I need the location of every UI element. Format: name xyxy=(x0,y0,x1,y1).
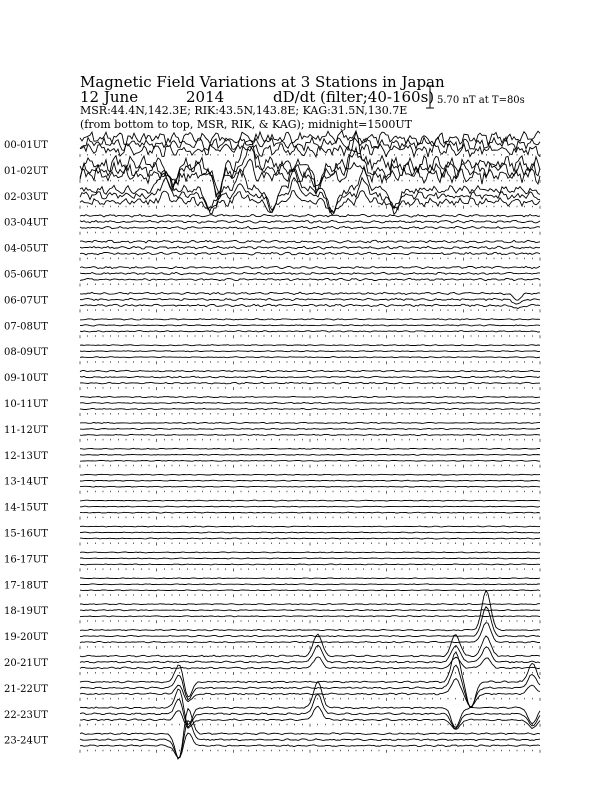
station-trace-rik xyxy=(80,298,540,304)
hour-row xyxy=(4,370,540,390)
station-coordinates: MSR:44.4N,142.3E; RIK:43.5N,143.8E; KAG:31.5N,130.7E xyxy=(80,104,408,117)
hour-row-label: 07-08UT xyxy=(4,321,48,333)
station-trace-rik xyxy=(80,351,540,352)
hour-row xyxy=(4,214,540,234)
hour-row xyxy=(4,526,540,546)
hour-row-label: 15-16UT xyxy=(4,528,48,540)
station-trace-kag xyxy=(80,319,540,320)
minute-ticks xyxy=(80,439,540,442)
station-trace-msr xyxy=(80,486,540,487)
station-trace-rik xyxy=(80,325,540,326)
scale-label: 5.70 nT at T=80s xyxy=(437,95,525,106)
station-trace-rik xyxy=(80,584,540,585)
minute-ticks xyxy=(80,206,540,209)
hour-row-label: 05-06UT xyxy=(4,269,48,281)
station-trace-msr xyxy=(80,538,540,539)
hour-row xyxy=(4,319,540,339)
minute-ticks xyxy=(80,232,540,235)
station-trace-kag xyxy=(80,396,540,397)
hour-row xyxy=(4,266,540,286)
filter-label: (filter;40-160s) xyxy=(320,88,435,106)
minute-ticks xyxy=(80,413,540,416)
hour-row xyxy=(4,131,540,157)
hour-row-label: 08-09UT xyxy=(4,347,48,359)
minute-ticks xyxy=(80,543,540,546)
station-trace-msr xyxy=(80,733,540,758)
station-trace-rik xyxy=(80,558,540,559)
station-trace-rik xyxy=(80,246,540,249)
station-trace-rik xyxy=(80,402,540,403)
hour-row-label: 12-13UT xyxy=(4,450,48,462)
scale-bar xyxy=(426,86,434,108)
station-trace-rik xyxy=(80,480,540,481)
station-trace-msr xyxy=(80,278,540,280)
hour-row xyxy=(4,500,540,519)
station-trace-msr xyxy=(80,512,540,513)
hour-row-label: 21-22UT xyxy=(4,683,48,695)
hour-row xyxy=(4,345,540,365)
station-trace-rik xyxy=(80,454,540,455)
hour-row xyxy=(4,422,540,442)
hour-row-label: 18-19UT xyxy=(4,606,48,618)
station-order-note: (from bottom to top, MSR, RIK, & KAG); midnight=1500UT xyxy=(80,118,412,131)
minute-ticks xyxy=(80,335,540,338)
station-trace-kag xyxy=(80,422,540,423)
station-trace-kag xyxy=(80,240,540,243)
minute-ticks xyxy=(80,620,540,623)
station-trace-kag xyxy=(80,214,540,217)
hour-row-label: 01-02UT xyxy=(4,165,48,177)
station-trace-kag xyxy=(80,370,540,372)
hour-row-label: 10-11UT xyxy=(4,399,48,410)
minute-ticks xyxy=(80,180,540,183)
hour-row-label: 04-05UT xyxy=(4,243,48,255)
hour-row xyxy=(4,240,540,260)
minute-ticks xyxy=(80,258,540,261)
station-trace-rik xyxy=(80,532,540,533)
quantity-label: dD/dt xyxy=(273,88,316,106)
station-trace-msr xyxy=(80,460,540,461)
minute-ticks xyxy=(80,568,540,571)
hour-row xyxy=(4,634,540,675)
station-trace-kag xyxy=(80,448,540,449)
minute-ticks xyxy=(80,361,540,364)
station-trace-msr xyxy=(80,408,540,409)
station-trace-rik xyxy=(80,220,540,223)
minute-ticks xyxy=(80,309,540,312)
minute-ticks xyxy=(80,387,540,390)
station-trace-msr xyxy=(80,434,540,435)
station-trace-msr xyxy=(80,331,540,332)
hour-row-label: 11-12UT xyxy=(4,424,48,436)
station-trace-msr xyxy=(80,226,540,229)
station-trace-kag xyxy=(80,345,540,346)
minute-ticks xyxy=(80,750,540,753)
station-trace-msr xyxy=(80,590,540,591)
hour-row-label: 16-17UT xyxy=(4,554,48,566)
date-year: 2014 xyxy=(186,88,225,106)
minute-ticks xyxy=(80,594,540,597)
hour-row-label: 17-18UT xyxy=(4,580,48,592)
date-day: 12 June xyxy=(80,88,139,106)
hour-row xyxy=(4,709,540,759)
minute-ticks xyxy=(80,284,540,287)
chart-title: Magnetic Field Variations at 3 Stations in Japan xyxy=(80,73,445,91)
station-trace-kag xyxy=(80,266,540,268)
station-trace-rik xyxy=(80,506,540,507)
station-trace-kag xyxy=(80,634,540,657)
station-trace-rik xyxy=(80,428,540,429)
hour-row xyxy=(4,591,540,650)
station-trace-kag xyxy=(80,604,540,605)
hour-row xyxy=(4,578,540,597)
station-trace-kag xyxy=(80,578,540,579)
minute-ticks xyxy=(80,491,540,494)
minute-ticks xyxy=(80,465,540,468)
hour-row-label: 13-14UT xyxy=(4,476,48,488)
hour-row xyxy=(4,166,540,214)
minute-ticks xyxy=(80,154,540,157)
station-trace-msr xyxy=(80,564,540,565)
hour-row xyxy=(4,604,540,624)
minute-ticks xyxy=(80,724,540,727)
hour-row-label: 06-07UT xyxy=(4,295,48,307)
station-trace-msr xyxy=(80,304,540,308)
hour-row xyxy=(4,474,540,494)
station-trace-msr xyxy=(80,357,540,358)
minute-ticks xyxy=(80,698,540,701)
hour-row xyxy=(4,292,540,312)
station-trace-msr xyxy=(80,382,540,384)
station-trace-msr xyxy=(80,252,540,255)
station-trace-kag xyxy=(80,474,540,475)
hour-row-label: 22-23UT xyxy=(4,709,48,721)
station-trace-rik xyxy=(80,610,540,611)
station-trace-kag xyxy=(80,552,540,553)
station-trace-msr xyxy=(80,623,540,643)
hour-row-label: 09-10UT xyxy=(4,373,48,385)
station-trace-msr xyxy=(80,616,540,617)
station-trace-rik xyxy=(80,272,540,274)
hour-row-label: 19-20UT xyxy=(4,632,48,644)
station-trace-kag xyxy=(80,500,540,501)
station-trace-rik xyxy=(80,665,540,707)
hour-row xyxy=(4,396,540,416)
station-trace-rik xyxy=(80,137,540,151)
hour-row-label: 00-01UT xyxy=(4,140,48,151)
minute-ticks xyxy=(80,517,540,520)
hour-row-label: 02-03UT xyxy=(4,191,48,203)
station-trace-rik xyxy=(80,376,540,378)
minute-ticks xyxy=(80,646,540,649)
hour-row xyxy=(4,448,540,468)
station-trace-kag xyxy=(80,526,540,527)
hour-row xyxy=(4,552,540,571)
hour-row-label: 14-15UT xyxy=(4,502,48,514)
hour-row-label: 03-04UT xyxy=(4,217,48,229)
minute-ticks xyxy=(80,672,540,675)
hour-row-label: 23-24UT xyxy=(4,735,48,747)
hour-row-label: 20-21UT xyxy=(4,658,48,669)
